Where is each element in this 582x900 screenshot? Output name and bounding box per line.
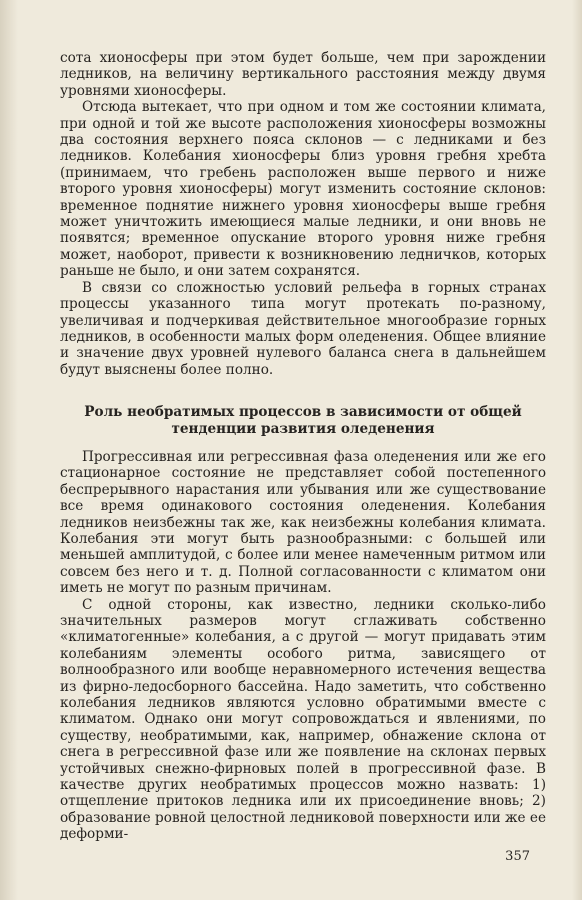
section-heading: Роль необратимых процессов в зависимости от общей тенденции развития оледенения [84, 404, 522, 437]
paragraph: Отсюда вытекает, что при одном и том же состоянии климата, при одной и той же высоте расположения хионосферы возможны два состояния верхнего пояса склонов — с ледниками и без ледников. Колебания хионосферы близ уровня гребня хребта (принимаем, что гребень расположен выше первого и ниже второго уровня хионосферы) могут изменить состояние склонов: временное поднятие нижнего уровня хионосферы выше гребня может уничтожить имеющиеся малые ледники, и они вновь не появятся; временное опускание второго уровня ниже гребня может, наоборот, привести к возникновению ледничков, которых раньше не было, и они затем сохранятся. [60, 99, 546, 280]
paragraph-continued: сота хионосферы при этом будет больше, чем при зарождении ледников, на величину вертикального расстояния между двумя уровнями хионосферы. [60, 50, 546, 99]
paragraph: В связи со сложностью условий рельефа в горных странах процессы указанного типа могут протекать по-разному, увеличивая и подчеркивая действительное многообразие горных ледников, в особенности малых форм оледенения. Общее влияние и значение двух уровней нулевого баланса снега в дальнейшем будут выяснены более полно. [60, 279, 546, 378]
page-number: 357 [505, 849, 530, 864]
paragraph: Прогрессивная или регрессивная фаза оледенения или же его стационарное состояние не представляет собой постепенного беспрерывного нарастания или убывания или же существование все время одинакового состояния оледенения. Колебания ледников неизбежны так же, как неизбежны колебания климата. Колебания эти могут быть разнообразными: с большей или меньшей амплитудой, с более или менее намеченным ритмом или совсем без него и т. д. Полной согласованности с климатом они иметь не могут по разным причинам. [60, 448, 546, 597]
paragraph: С одной стороны, как известно, ледники сколько-либо значительных размеров могут сглаживать собственно «климатогенные» колебания, а с другой — могут придавать этим колебаниям элементы особого ритма, зависящего от волнообразного или вообще неравномерного истечения вещества из фирно-ледосборного бассейна. Надо заметить, что собственно колебания ледников являются условно обратимыми вместе с климатом. Однако они могут сопровождаться и явлениями, по существу, необратимыми, как, например, обнажение склона от снега в регрессивной фазе или же появление на склонах первых устойчивых снежно-фирновых полей в прогрессивной фазе. В качестве других необратимых процессов можно назвать: 1) отщепление притоков ледника или их присоединение вновь; 2) образование ровной целостной ледниковой поверхности или же ее деформи- [60, 596, 546, 843]
